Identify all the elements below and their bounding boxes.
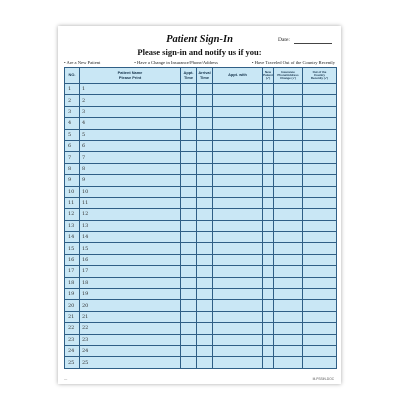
table-header-row	[65, 68, 337, 84]
new-patient-check[interactable]	[263, 106, 274, 117]
patient-name-cell[interactable]: 3	[80, 106, 181, 117]
appt-time-cell[interactable]	[181, 175, 197, 186]
arrival-time-cell[interactable]	[197, 163, 213, 174]
form-title: Patient Sign-In	[166, 34, 233, 45]
arrival-time-cell[interactable]	[197, 152, 213, 163]
table-row	[65, 197, 337, 208]
insurance-change-check[interactable]	[274, 300, 303, 311]
arrival-time-cell[interactable]	[197, 311, 213, 322]
insurance-change-check[interactable]	[274, 129, 303, 140]
new-patient-check[interactable]	[263, 232, 274, 243]
appt-time-cell[interactable]	[181, 220, 197, 231]
out-of-country-check[interactable]	[303, 152, 337, 163]
appt-time-cell[interactable]	[181, 209, 197, 220]
appt-with-cell[interactable]	[213, 95, 263, 106]
corner-mark: —	[64, 377, 68, 381]
sign-in-table	[64, 67, 337, 369]
new-patient-check[interactable]	[263, 266, 274, 277]
arrival-time-cell[interactable]	[197, 175, 213, 186]
col-header-out-of-country: Out of the Country Recently (✓)	[303, 68, 337, 84]
insurance-change-check[interactable]	[274, 118, 303, 129]
insurance-change-check[interactable]	[274, 106, 303, 117]
patient-name-cell[interactable]: 8	[80, 163, 181, 174]
appt-time-cell[interactable]	[181, 243, 197, 254]
arrival-time-cell[interactable]	[197, 357, 213, 368]
insurance-change-check[interactable]	[274, 95, 303, 106]
out-of-country-check[interactable]	[303, 311, 337, 322]
patient-name-cell[interactable]: 25	[80, 357, 181, 368]
new-patient-check[interactable]	[263, 357, 274, 368]
insurance-change-check[interactable]	[274, 220, 303, 231]
table-row	[65, 95, 337, 106]
patient-name-cell[interactable]: 16	[80, 254, 181, 265]
appt-with-cell[interactable]	[213, 152, 263, 163]
appt-with-cell[interactable]	[213, 334, 263, 345]
new-patient-check[interactable]	[263, 197, 274, 208]
appt-with-cell[interactable]	[213, 118, 263, 129]
table-row	[65, 334, 337, 345]
col-header-no: NO.	[65, 68, 80, 84]
appt-with-cell[interactable]	[213, 129, 263, 140]
row-number: 24	[65, 345, 80, 356]
arrival-time-cell[interactable]	[197, 140, 213, 151]
appt-time-cell[interactable]	[181, 323, 197, 334]
arrival-time-cell[interactable]	[197, 323, 213, 334]
row-number: 14	[65, 232, 80, 243]
table-row	[65, 84, 337, 95]
col-header-patient-name: Patient Name Please Print	[80, 68, 181, 84]
row-number: 19	[65, 289, 80, 300]
table-row	[65, 266, 337, 277]
notify-reasons	[64, 60, 335, 65]
appt-time-cell[interactable]	[181, 345, 197, 356]
appt-time-cell[interactable]	[181, 254, 197, 265]
arrival-time-cell[interactable]	[197, 266, 213, 277]
new-patient-check[interactable]	[263, 175, 274, 186]
insurance-change-check[interactable]	[274, 84, 303, 95]
new-patient-check[interactable]	[263, 243, 274, 254]
row-number: 8	[65, 163, 80, 174]
appt-time-cell[interactable]	[181, 118, 197, 129]
appt-time-cell[interactable]	[181, 277, 197, 288]
row-number: 1	[65, 84, 80, 95]
new-patient-check[interactable]	[263, 334, 274, 345]
out-of-country-check[interactable]	[303, 334, 337, 345]
appt-with-cell[interactable]	[213, 323, 263, 334]
insurance-change-check[interactable]	[274, 334, 303, 345]
patient-name-cell[interactable]: 7	[80, 152, 181, 163]
out-of-country-check[interactable]	[303, 106, 337, 117]
patient-name-cell[interactable]: 24	[80, 345, 181, 356]
table-row	[65, 254, 337, 265]
arrival-time-cell[interactable]	[197, 95, 213, 106]
arrival-time-cell[interactable]	[197, 129, 213, 140]
form-code: M-PSSIN-DOC	[312, 377, 334, 381]
patient-name-cell[interactable]: 13	[80, 220, 181, 231]
table-row	[65, 140, 337, 151]
arrival-time-cell[interactable]	[197, 243, 213, 254]
appt-with-cell[interactable]	[213, 289, 263, 300]
appt-with-cell[interactable]	[213, 357, 263, 368]
patient-name-cell[interactable]: 10	[80, 186, 181, 197]
appt-time-cell[interactable]	[181, 334, 197, 345]
new-patient-check[interactable]	[263, 118, 274, 129]
out-of-country-check[interactable]	[303, 129, 337, 140]
out-of-country-check[interactable]	[303, 95, 337, 106]
insurance-change-check[interactable]	[274, 197, 303, 208]
insurance-change-check[interactable]	[274, 311, 303, 322]
col-header-appt-time: Appt. Time	[181, 68, 197, 84]
table-row	[65, 152, 337, 163]
out-of-country-check[interactable]	[303, 300, 337, 311]
arrival-time-cell[interactable]	[197, 300, 213, 311]
appt-with-cell[interactable]	[213, 254, 263, 265]
patient-name-cell[interactable]: 20	[80, 300, 181, 311]
new-patient-check[interactable]	[263, 163, 274, 174]
arrival-time-cell[interactable]	[197, 118, 213, 129]
patient-name-cell[interactable]: 12	[80, 209, 181, 220]
row-number: 7	[65, 152, 80, 163]
col-header-new-patient: New Patient (✓)	[263, 68, 274, 84]
out-of-country-check[interactable]	[303, 254, 337, 265]
insurance-change-check[interactable]	[274, 186, 303, 197]
row-number: 9	[65, 175, 80, 186]
arrival-time-cell[interactable]	[197, 197, 213, 208]
row-number: 22	[65, 323, 80, 334]
patient-name-cell[interactable]: 17	[80, 266, 181, 277]
appt-with-cell[interactable]	[213, 345, 263, 356]
appt-time-cell[interactable]	[181, 106, 197, 117]
appt-with-cell[interactable]	[213, 175, 263, 186]
patient-name-cell[interactable]: 22	[80, 323, 181, 334]
table-row	[65, 311, 337, 322]
out-of-country-check[interactable]	[303, 175, 337, 186]
appt-time-cell[interactable]	[181, 129, 197, 140]
out-of-country-check[interactable]	[303, 277, 337, 288]
arrival-time-cell[interactable]	[197, 334, 213, 345]
new-patient-check[interactable]	[263, 311, 274, 322]
appt-with-cell[interactable]	[213, 186, 263, 197]
row-number: 16	[65, 254, 80, 265]
new-patient-check[interactable]	[263, 209, 274, 220]
new-patient-check[interactable]	[263, 254, 274, 265]
patient-name-cell[interactable]: 1	[80, 84, 181, 95]
insurance-change-check[interactable]	[274, 152, 303, 163]
new-patient-check[interactable]	[263, 84, 274, 95]
table-body	[65, 84, 337, 369]
table-row	[65, 232, 337, 243]
out-of-country-check[interactable]	[303, 209, 337, 220]
arrival-time-cell[interactable]	[197, 232, 213, 243]
row-number: 25	[65, 357, 80, 368]
appt-with-cell[interactable]	[213, 232, 263, 243]
insurance-change-check[interactable]	[274, 345, 303, 356]
patient-name-cell[interactable]: 4	[80, 118, 181, 129]
new-patient-check[interactable]	[263, 277, 274, 288]
table-row	[65, 220, 337, 231]
insurance-change-check[interactable]	[274, 289, 303, 300]
form-subtitle: Please sign-in and notify us if you:	[137, 47, 262, 57]
row-number: 13	[65, 220, 80, 231]
appt-time-cell[interactable]	[181, 84, 197, 95]
row-number: 15	[65, 243, 80, 254]
table-row	[65, 243, 337, 254]
out-of-country-check[interactable]	[303, 84, 337, 95]
appt-time-cell[interactable]	[181, 95, 197, 106]
row-number: 5	[65, 129, 80, 140]
reason-new-patient: • Are a New Patient	[64, 60, 101, 65]
new-patient-check[interactable]	[263, 152, 274, 163]
patient-name-cell[interactable]: 11	[80, 197, 181, 208]
out-of-country-check[interactable]	[303, 186, 337, 197]
insurance-change-check[interactable]	[274, 163, 303, 174]
sign-in-sheet	[58, 26, 341, 384]
appt-time-cell[interactable]	[181, 357, 197, 368]
insurance-change-check[interactable]	[274, 140, 303, 151]
out-of-country-check[interactable]	[303, 243, 337, 254]
insurance-change-check[interactable]	[274, 254, 303, 265]
out-of-country-check[interactable]	[303, 197, 337, 208]
patient-name-cell[interactable]: 2	[80, 95, 181, 106]
patient-name-cell[interactable]: 14	[80, 232, 181, 243]
appt-with-cell[interactable]	[213, 84, 263, 95]
arrival-time-cell[interactable]	[197, 289, 213, 300]
appt-time-cell[interactable]	[181, 266, 197, 277]
row-number: 3	[65, 106, 80, 117]
table-row	[65, 209, 337, 220]
arrival-time-cell[interactable]	[197, 106, 213, 117]
appt-with-cell[interactable]	[213, 243, 263, 254]
out-of-country-check[interactable]	[303, 289, 337, 300]
new-patient-check[interactable]	[263, 95, 274, 106]
appt-time-cell[interactable]	[181, 289, 197, 300]
table-row	[65, 186, 337, 197]
out-of-country-check[interactable]	[303, 220, 337, 231]
table-row	[65, 345, 337, 356]
insurance-change-check[interactable]	[274, 277, 303, 288]
patient-name-cell[interactable]: 6	[80, 140, 181, 151]
table-row	[65, 175, 337, 186]
row-number: 10	[65, 186, 80, 197]
appt-with-cell[interactable]	[213, 266, 263, 277]
new-patient-check[interactable]	[263, 345, 274, 356]
col-header-insurance-change: Insurance Phone/Address Change (✓)	[274, 68, 303, 84]
arrival-time-cell[interactable]	[197, 186, 213, 197]
arrival-time-cell[interactable]	[197, 277, 213, 288]
new-patient-check[interactable]	[263, 129, 274, 140]
row-number: 2	[65, 95, 80, 106]
reason-traveled: • Have Traveled Out of the Country Recently	[251, 60, 335, 65]
table-row	[65, 129, 337, 140]
date-label: Date:	[278, 37, 290, 43]
appt-with-cell[interactable]	[213, 197, 263, 208]
arrival-time-cell[interactable]	[197, 254, 213, 265]
new-patient-check[interactable]	[263, 186, 274, 197]
row-number: 12	[65, 209, 80, 220]
appt-time-cell[interactable]	[181, 197, 197, 208]
patient-name-cell[interactable]: 18	[80, 277, 181, 288]
patient-name-cell[interactable]: 23	[80, 334, 181, 345]
out-of-country-check[interactable]	[303, 266, 337, 277]
new-patient-check[interactable]	[263, 289, 274, 300]
table-row	[65, 163, 337, 174]
patient-name-cell[interactable]: 21	[80, 311, 181, 322]
table-row	[65, 357, 337, 368]
insurance-change-check[interactable]	[274, 232, 303, 243]
insurance-change-check[interactable]	[274, 323, 303, 334]
appt-time-cell[interactable]	[181, 232, 197, 243]
table-row	[65, 277, 337, 288]
new-patient-check[interactable]	[263, 300, 274, 311]
row-number: 17	[65, 266, 80, 277]
out-of-country-check[interactable]	[303, 323, 337, 334]
row-number: 21	[65, 311, 80, 322]
appt-with-cell[interactable]	[213, 209, 263, 220]
arrival-time-cell[interactable]	[197, 220, 213, 231]
out-of-country-check[interactable]	[303, 232, 337, 243]
insurance-change-check[interactable]	[274, 243, 303, 254]
table-row	[65, 118, 337, 129]
appt-with-cell[interactable]	[213, 300, 263, 311]
appt-time-cell[interactable]	[181, 311, 197, 322]
new-patient-check[interactable]	[263, 140, 274, 151]
patient-name-cell[interactable]: 5	[80, 129, 181, 140]
out-of-country-check[interactable]	[303, 357, 337, 368]
new-patient-check[interactable]	[263, 323, 274, 334]
out-of-country-check[interactable]	[303, 118, 337, 129]
patient-name-cell[interactable]: 9	[80, 175, 181, 186]
row-number: 4	[65, 118, 80, 129]
appt-with-cell[interactable]	[213, 163, 263, 174]
row-number: 23	[65, 334, 80, 345]
arrival-time-cell[interactable]	[197, 209, 213, 220]
col-header-appt-with: Appt. with	[213, 68, 263, 84]
row-number: 11	[65, 197, 80, 208]
insurance-change-check[interactable]	[274, 209, 303, 220]
table-row	[65, 323, 337, 334]
appt-time-cell[interactable]	[181, 140, 197, 151]
row-number: 20	[65, 300, 80, 311]
out-of-country-check[interactable]	[303, 140, 337, 151]
patient-name-cell[interactable]: 15	[80, 243, 181, 254]
appt-time-cell[interactable]	[181, 152, 197, 163]
appt-with-cell[interactable]	[213, 106, 263, 117]
row-number: 18	[65, 277, 80, 288]
insurance-change-check[interactable]	[274, 175, 303, 186]
arrival-time-cell[interactable]	[197, 84, 213, 95]
appt-with-cell[interactable]	[213, 311, 263, 322]
appt-with-cell[interactable]	[213, 220, 263, 231]
patient-name-cell[interactable]: 19	[80, 289, 181, 300]
table-row	[65, 289, 337, 300]
date-field[interactable]	[294, 43, 332, 44]
appt-with-cell[interactable]	[213, 277, 263, 288]
out-of-country-check[interactable]	[303, 345, 337, 356]
new-patient-check[interactable]	[263, 220, 274, 231]
insurance-change-check[interactable]	[274, 357, 303, 368]
reason-insurance-change: • Have a Change in Insurance/Phone/Address	[134, 60, 218, 65]
appt-time-cell[interactable]	[181, 186, 197, 197]
out-of-country-check[interactable]	[303, 163, 337, 174]
appt-time-cell[interactable]	[181, 300, 197, 311]
col-header-arrival-time: Arrival Time	[197, 68, 213, 84]
appt-time-cell[interactable]	[181, 163, 197, 174]
arrival-time-cell[interactable]	[197, 345, 213, 356]
table-row	[65, 106, 337, 117]
appt-with-cell[interactable]	[213, 140, 263, 151]
row-number: 6	[65, 140, 80, 151]
table-row	[65, 300, 337, 311]
insurance-change-check[interactable]	[274, 266, 303, 277]
